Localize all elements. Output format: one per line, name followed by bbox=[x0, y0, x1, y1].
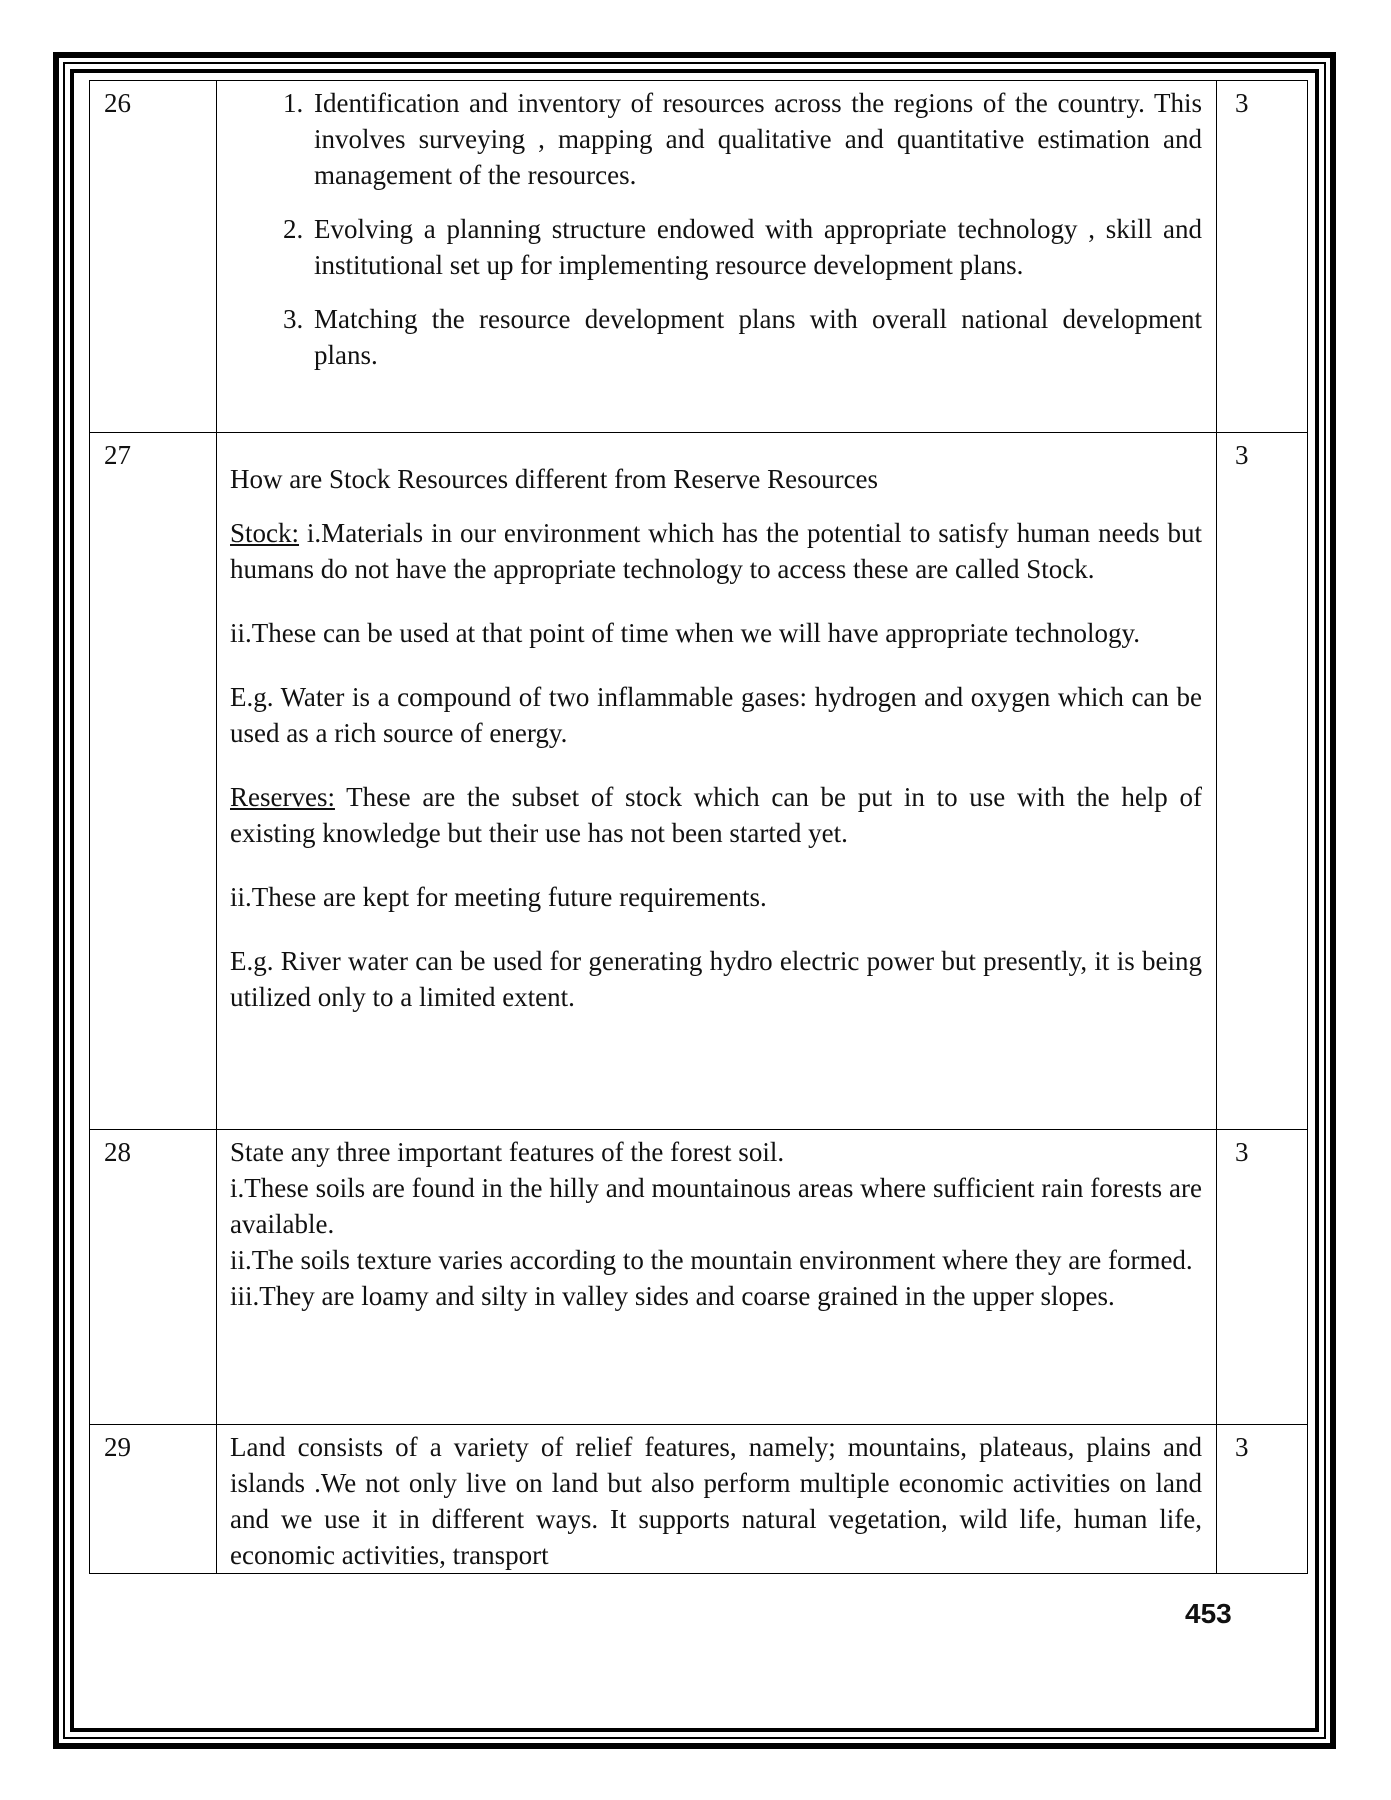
marks-value: 3 bbox=[1217, 1130, 1308, 1425]
answer-table bbox=[89, 80, 1308, 1574]
stock-point-ii: ii.These can be used at that point of time when we will have appropriate technology. bbox=[230, 618, 1140, 648]
answer-cell bbox=[217, 81, 1217, 433]
table-row bbox=[90, 1130, 1308, 1425]
page-number: 453 bbox=[1185, 1598, 1232, 1629]
list-item: 1. Identification and inventory of resources across the regions of the country. This involves surveying , mapping and qualitative and quantitative estimation and management of the resources. bbox=[310, 85, 1202, 193]
stock-text: i.Materials in our environment which has the potential to satisfy human needs but humans do not have the appropriate technology to access these are called Stock. bbox=[230, 518, 1202, 584]
question-number: 28 bbox=[90, 1130, 217, 1425]
reserves-definition bbox=[230, 779, 1202, 851]
reserves-label: Reserves: bbox=[230, 782, 335, 812]
land-text: Land consists of a variety of relief features, namely; mountains, plateaus, plains and islands .We not only live on land but also perform multiple economic activities on land and we use it in different ways. It supports natural vegetation, wild life, human life, economic activities, transport bbox=[230, 1432, 1202, 1570]
table-row bbox=[90, 433, 1308, 1130]
marks-value: 3 bbox=[1217, 81, 1308, 433]
question-number: 27 bbox=[90, 433, 217, 1130]
feature-iii: iii.They are loamy and silty in valley sides and coarse grained in the upper slopes. bbox=[230, 1281, 1115, 1311]
reserves-point-ii: ii.These are kept for meeting future requirements. bbox=[230, 882, 767, 912]
answer-points-list bbox=[230, 85, 1202, 373]
reserves-text: These are the subset of stock which can be put in to use with the help of existing knowledge but their use has not been started yet. bbox=[230, 782, 1202, 848]
stock-definition bbox=[230, 515, 1202, 587]
answer-cell bbox=[217, 1130, 1217, 1425]
table-row bbox=[90, 1425, 1308, 1574]
question-number: 29 bbox=[90, 1425, 217, 1574]
table-row bbox=[90, 81, 1308, 433]
list-item: 3. Matching the resource development plans with overall national development plans. bbox=[310, 301, 1202, 373]
stock-label: Stock: bbox=[230, 518, 300, 548]
question-number: 26 bbox=[90, 81, 217, 433]
stock-example: E.g. Water is a compound of two inflammable gases: hydrogen and oxygen which can be used as a rich source of energy. bbox=[230, 682, 1202, 748]
feature-i: i.These soils are found in the hilly and mountainous areas where sufficient rain forests are available. bbox=[230, 1173, 1202, 1239]
feature-ii: ii.The soils texture varies according to the mountain environment where they are formed. bbox=[230, 1245, 1193, 1275]
marks-value: 3 bbox=[1217, 1425, 1308, 1574]
question-text: How are Stock Resources different from Reserve Resources bbox=[230, 464, 879, 494]
question-text: State any three important features of the forest soil. bbox=[230, 1137, 785, 1167]
list-item: 2. Evolving a planning structure endowed with appropriate technology , skill and institutional set up for implementing resource development plans. bbox=[310, 211, 1202, 283]
marks-value: 3 bbox=[1217, 433, 1308, 1130]
reserves-example: E.g. River water can be used for generating hydro electric power but presently, it is being utilized only to a limited extent. bbox=[230, 946, 1202, 1012]
answer-cell bbox=[217, 433, 1217, 1130]
answer-cell bbox=[217, 1425, 1217, 1574]
